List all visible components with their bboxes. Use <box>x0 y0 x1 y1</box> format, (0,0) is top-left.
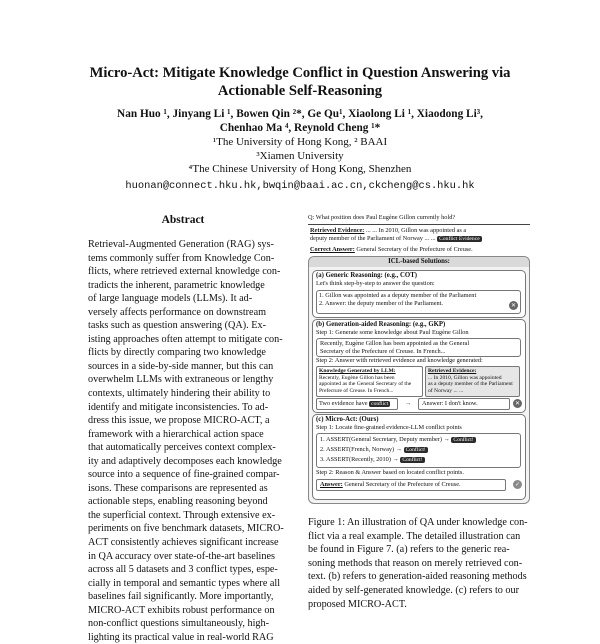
author-emails: huonan@connect.hku.hk,bwqin@baai.ac.cn,ckcheng@cs.hku.hk <box>125 180 475 192</box>
cross-icon: ✕ <box>510 302 517 309</box>
caption-line: be found in Figure 7. (a) refers to the generic rea- <box>308 544 510 556</box>
abstract-line: the superficial context. Through extensive ex- <box>88 509 276 521</box>
abstract-line: tems commonly suffer from Knowledge Con- <box>88 252 275 264</box>
abstract-line: contexts, ultimately hindering their ability to <box>88 388 271 400</box>
caption-line: Figure 1: An illustration of QA under knowledge con- <box>308 517 528 528</box>
abstract-line: baselines fail significantly. More importantly, <box>88 591 274 603</box>
cross-icon: ✕ <box>514 400 521 407</box>
panel-a-step-2: 2. Answer: the deputy member of the Parliament. <box>319 299 443 307</box>
abstract-line: identify and mitigate inconsistencies. To ad- <box>88 401 269 413</box>
abstract-body <box>88 238 288 644</box>
panel-c-step-1: Step 1: Locate fine-grained evidence-LLM conflict points <box>316 424 462 431</box>
panel-b-title: (b) Generation-aided Reasoning: (e.g., GKP) <box>316 321 446 328</box>
panel-a-intro: Let's think step-by-step to answer the question: <box>316 280 435 287</box>
figure-question: Q: What position does Paul Eugène Gillon currently hold? <box>308 214 456 221</box>
title-line-2: Actionable Self-Reasoning <box>217 83 383 99</box>
affiliation-3: ⁴The Chinese University of Hong Kong, Shenzhen <box>188 163 412 175</box>
panel-a-step-1: 1. Gillon was appointed as a deputy member of the Parliament <box>319 292 477 299</box>
figure-1 <box>308 214 530 504</box>
icl-header: ICL-based Solutions: <box>309 257 529 267</box>
caption-line: text. (b) refers to generation-aided reasoning methods <box>308 571 527 583</box>
abstract-line: that automatically perceives context complex- <box>88 442 276 454</box>
panel-micro-act <box>312 414 526 500</box>
abstract-line: tradicts the inherent, parametric knowledge <box>88 279 265 291</box>
affiliation-2: ³Xiamen University <box>256 149 344 162</box>
caption-line: flict via a real example. The detailed illustration can <box>308 530 521 542</box>
panel-generation-aided <box>312 319 526 413</box>
affiliations <box>0 136 600 177</box>
assert-list: 1. ASSERT(General Secretary, Deputy member) → Conflict! 2. ASSERT(French, Norway) → Conflict! 3. ASSERT(Recently, 2010) → Conflict! <box>316 433 521 468</box>
caption-line: proposed MICRO-ACT. <box>308 598 407 610</box>
panel-b-step-1: Step 1: Generate some knowledge about Paul Eugène Gillon <box>316 329 469 336</box>
abstract-line: across all 5 datasets and 3 conflict types, espe- <box>88 564 278 576</box>
check-icon: ✓ <box>514 481 521 488</box>
abstract-line: non-conflict questions simultaneously, high- <box>88 618 269 630</box>
affiliation-1: ¹The University of Hong Kong, ² BAAI <box>212 136 388 148</box>
retrieved-evidence: Retrieved Evidence: ... ... In 2010, Gillon was appointed as a deputy member of the Parliament of Norway ... ... Conflict Evidence <box>310 227 480 242</box>
abstract-line: overwhelm LLMs with extraneous or lengthy <box>88 374 274 386</box>
abstract-line: flicts by directly comparing two knowledge <box>88 347 266 359</box>
abstract-line: isons. These comparisons are represented as <box>88 482 268 494</box>
abstract-line: framework with a hierarchical action space <box>88 428 264 440</box>
abstract-line: versely affects performance on downstream <box>88 306 267 318</box>
authors-line-1: Nan Huo ¹, Jinyang Li ¹, Bowen Qin ²*, Ge Qu¹, Xiaolong Li ¹, Xiaodong Li³, <box>117 108 483 120</box>
figure-caption <box>308 516 538 611</box>
two-evidence-conflict: Two evidence have conflict <box>316 398 398 410</box>
caption-line: soning methods that reason on merely retrieved con- <box>308 557 523 569</box>
panel-generic-reasoning <box>312 270 526 318</box>
panel-c-title: (c) Micro-Act: (Ours) <box>316 416 379 423</box>
icl-panel <box>308 256 530 504</box>
knowledge-generated-box: Knowledge Generated by LLM: Recently, Eugène Gillon has been appointed as the General Secretary of the Prefecture of Creuse. In French... <box>316 366 423 397</box>
abstract-line: sources in a side-by-side manner, but this can <box>88 360 274 372</box>
retrieved-evidence-box: Retrieved Evidence: ... In 2010, Gillon was appointed as a deputy member of the Parliament of Norway ... ... <box>425 366 520 397</box>
conflict-evidence-tag: Conflict Evidence <box>439 235 480 242</box>
abstract-line: Retrieval-Augmented Generation (RAG) sys- <box>88 239 274 250</box>
paper-title <box>0 64 600 100</box>
abstract-line: isting approaches often attempt to mitigate con- <box>88 333 283 345</box>
abstract-line: lighting its practical value in real-world RAG <box>88 631 274 643</box>
abstract-line: in QA accuracy over state-of-the-art baselines <box>88 550 275 562</box>
abstract-line: cially in temporal and semantic types where all <box>88 577 281 589</box>
abstract-line: dress this issue, we propose MICRO-ACT, a <box>88 415 270 427</box>
title-line-1: Micro-Act: Mitigate Knowledge Conflict in Question Answering via <box>89 65 511 81</box>
answer-idk: Answer: I don't know. <box>418 398 510 410</box>
abstract-line: periments on five benchmark datasets, MICRO- <box>88 523 284 535</box>
abstract-line: ity and adaptively decomposes each knowledge <box>88 455 282 467</box>
abstract-heading: Abstract <box>161 214 205 226</box>
abstract-line: of large language models (LLMs). It ad- <box>88 293 253 305</box>
abstract-line: ACT consistently achieves significant increase <box>88 537 279 549</box>
divider <box>308 224 530 225</box>
panel-c-step-2: Step 2: Reason & Answer based on located conflict points. <box>316 469 464 476</box>
abstract-line: tasks such as question answering (QA). Ex- <box>88 320 266 332</box>
caption-line: aided by self-generated knowledge. (c) refers to our <box>308 584 520 596</box>
panel-a-steps <box>316 290 521 314</box>
authors-line-2: Chenhao Ma ⁴, Reynold Cheng ¹* <box>219 122 381 134</box>
abstract-line: source into a sequence of fine-grained compar- <box>88 469 280 481</box>
panel-c-answer: Answer: General Secretary of the Prefecture of Creuse. <box>316 479 506 491</box>
panel-a-title: (a) Generic Reasoning: (e.g., COT) <box>316 272 417 279</box>
authors <box>0 107 600 135</box>
arrow-icon: → <box>405 400 412 407</box>
correct-answer: Correct Answer: General Secretary of the Prefecture of Creuse. <box>310 246 473 253</box>
abstract-line: MICRO-ACT exhibits robust performance on <box>88 604 275 616</box>
panel-b-step-2: Step 2: Answer with retrieved evidence and knowledge generated: <box>316 357 483 364</box>
panel-b-generated: Recently, Eugène Gillon has been appointed as the General Secretary of the Prefecture of Creuse. In French... <box>316 338 521 357</box>
abstract-line: actionable steps, enabling reasoning beyond <box>88 496 268 508</box>
abstract-line: flicts, where retrieved external knowledge con- <box>88 266 281 278</box>
